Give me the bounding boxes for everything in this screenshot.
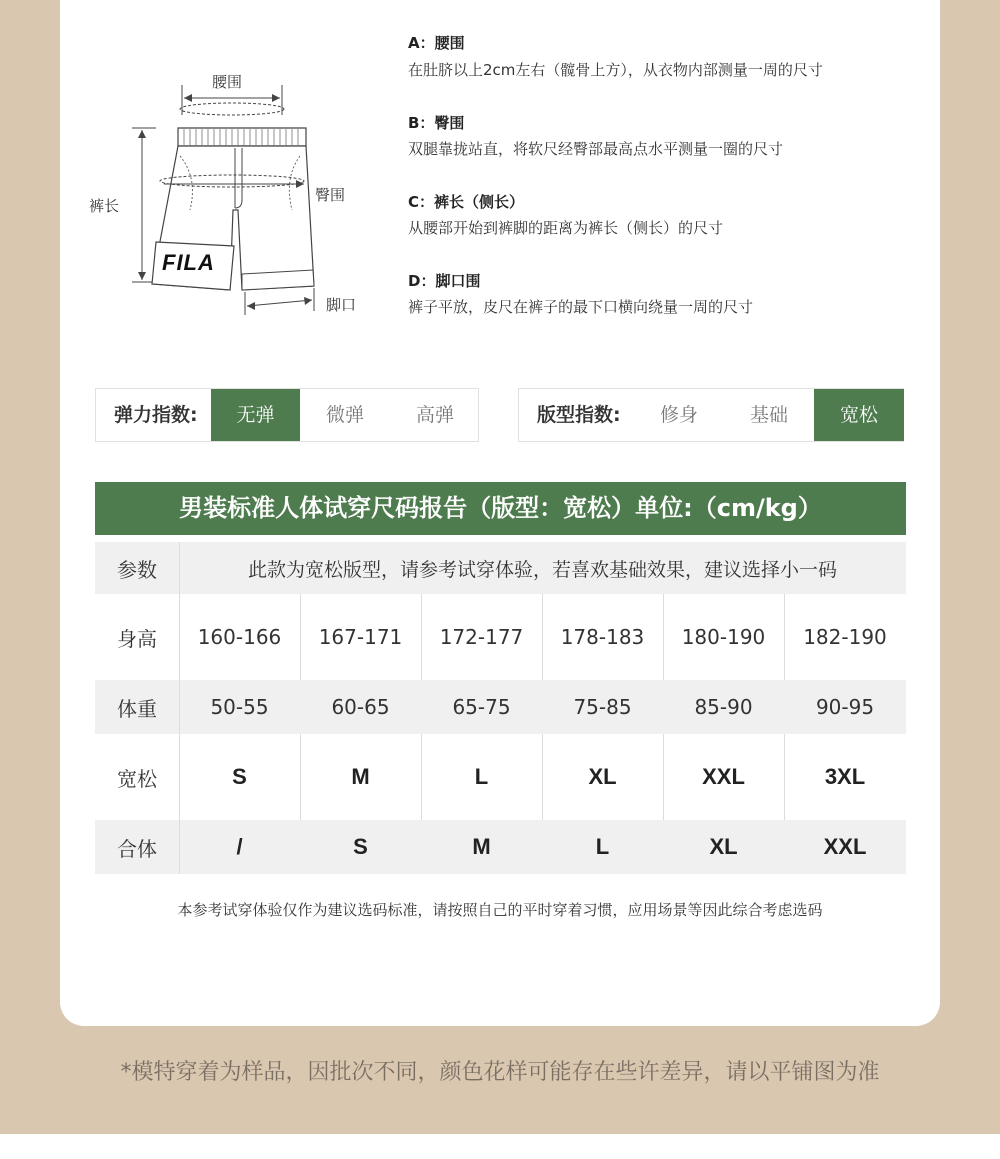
measure-d-heading: D：脚口围 [408, 272, 481, 290]
table-cell: S [353, 834, 368, 859]
elasticity-option-high[interactable]: 高弹 [415, 404, 454, 426]
param-note: 此款为宽松版型，请参考试穿体验，若喜欢基础效果，建议选择小一码 [247, 558, 837, 581]
table-cell: 178-183 [560, 625, 645, 649]
row-label: 合体 [117, 836, 157, 861]
table-cell: 85-90 [694, 695, 753, 719]
size-footnote: 本参考试穿体验仅作为建议选码标准，请按照自己的平时穿着习惯，应用场景等因此综合考虑选码 [177, 901, 823, 919]
measure-a-desc: 在肚脐以上2cm左右（髋骨上方），从衣物内部测量一周的尺寸 [408, 61, 823, 79]
table-cell: L [595, 834, 610, 859]
table-cell: S [232, 764, 247, 789]
table-row-loose [95, 734, 906, 820]
table-cell: 65-75 [452, 695, 511, 719]
table-row-weight [95, 680, 906, 734]
table-cell: / [236, 834, 243, 859]
measure-a-heading: A：腰围 [408, 34, 465, 52]
table-row-fitted [95, 820, 906, 874]
fit-index [518, 388, 904, 442]
table-cell: 182-190 [803, 625, 887, 649]
row-label: 宽松 [117, 766, 157, 791]
measure-b-desc: 双腿靠拢站直，将软尺经臀部最高点水平测量一圈的尺寸 [408, 140, 784, 158]
table-cell: XXL [823, 834, 867, 859]
hem-label: 脚口 [326, 296, 357, 314]
table-cell: XL [588, 764, 617, 789]
elasticity-index [95, 388, 479, 442]
fit-option-regular[interactable]: 基础 [749, 404, 788, 426]
table-cell: XXL [702, 764, 745, 789]
table-cell: XL [709, 834, 738, 859]
elasticity-title: 弹力指数: [114, 404, 198, 426]
row-label: 体重 [117, 696, 157, 721]
size-table-title: 男装标准人体试穿尺码报告（版型：宽松）单位:（cm/kg） [95, 482, 906, 535]
measure-b-heading: B：臀围 [408, 114, 465, 132]
fit-option-loose[interactable]: 宽松 [814, 389, 904, 441]
waist-label: 腰围 [212, 73, 243, 91]
table-cell: 3XL [824, 764, 866, 789]
row-label: 身高 [117, 626, 157, 651]
table-cell: 167-171 [318, 625, 403, 649]
table-cell: 160-166 [197, 625, 282, 649]
fit-option-slim[interactable]: 修身 [659, 404, 698, 426]
measure-d-desc: 裤子平放，皮尺在裤子的最下口横向绕量一周的尺寸 [408, 298, 754, 316]
bottom-strip [0, 1134, 1000, 1159]
table-cell: L [474, 764, 489, 789]
table-cell: 180-190 [681, 625, 766, 649]
param-label: 参数 [117, 557, 157, 582]
length-label: 裤长 [89, 197, 120, 215]
table-cell: 60-65 [331, 695, 390, 719]
fit-title: 版型指数: [537, 404, 621, 426]
table-cell: 172-177 [439, 625, 524, 649]
sample-disclaimer: *模特穿着为样品，因批次不同，颜色花样可能存在些许差异，请以平铺图为准 [120, 1060, 880, 1085]
measure-c-desc: 从腰部开始到裤脚的距离为裤长（侧长）的尺寸 [408, 219, 724, 237]
hip-label: 臀围 [315, 186, 346, 204]
table-row-param [95, 542, 906, 594]
table-cell: M [351, 764, 370, 789]
table-row-height [95, 594, 906, 680]
elasticity-option-slight[interactable]: 微弹 [325, 404, 364, 426]
table-cell: 90-95 [815, 695, 875, 719]
table-cell: 50-55 [210, 695, 269, 719]
fila-logo: FILA [162, 250, 215, 275]
measure-c-heading: C：裤长（侧长） [408, 193, 525, 211]
table-cell: M [472, 834, 491, 859]
elasticity-option-none[interactable]: 无弹 [211, 389, 300, 441]
table-cell: 75-85 [573, 695, 632, 719]
